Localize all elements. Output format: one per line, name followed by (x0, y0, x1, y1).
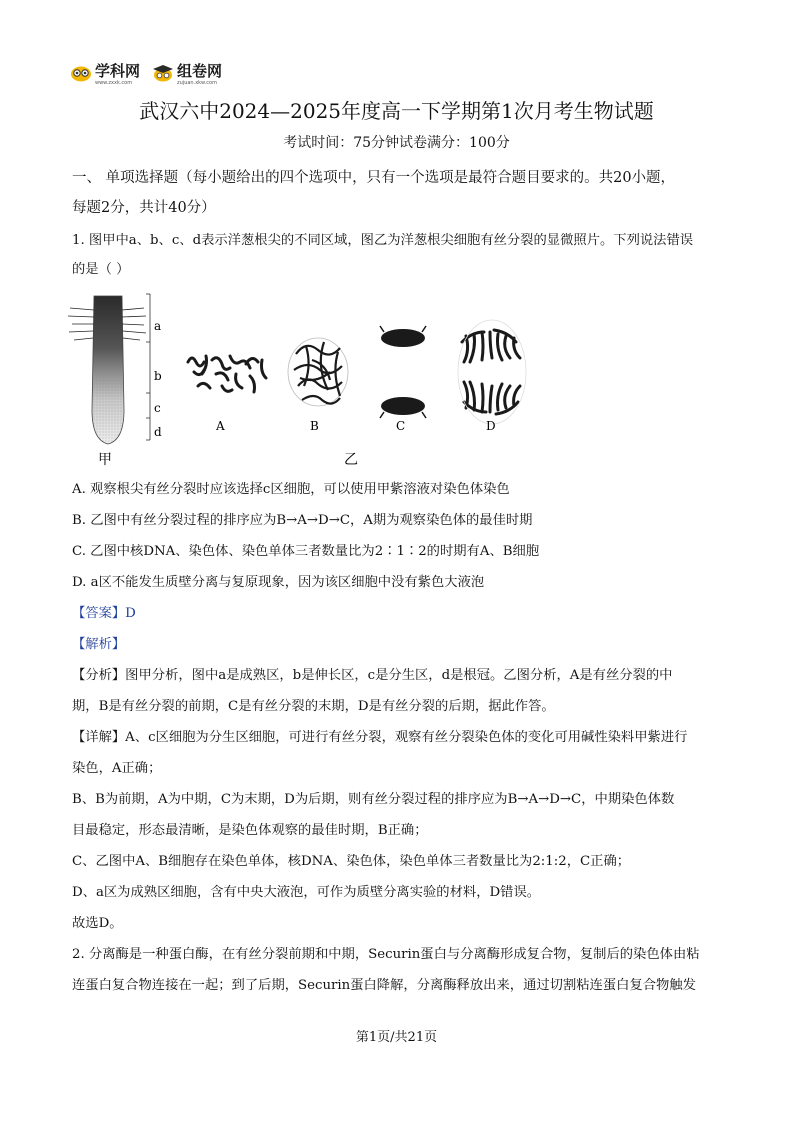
zone-label-a: a (154, 319, 162, 333)
q1-detail-c: C、乙图中A、B细胞存在染色单体，核DNA、染色体，染色单体三者数量比为2:1:2，C正确； (72, 854, 631, 869)
cell-label-A: A (216, 419, 225, 433)
cell-label-B: B (310, 419, 319, 433)
q1-analysis-cont: 期，B是有丝分裂的前期，C是有丝分裂的末期，D是有丝分裂的后期，据此作答。 (72, 699, 555, 714)
q1-answer: 【答案】D (72, 606, 136, 621)
q1-figure (66, 290, 546, 470)
q2-stem-cont: 连蛋白复合物连接在一起；到了后期，Securin蛋白降解，分离酶释放出来，通过切割粘连蛋白复合物触发 (72, 978, 696, 993)
q2-stem: 2. 分离酶是一种蛋白酶，在有丝分裂前期和中期，Securin蛋白与分离酶形成复合物，复制后的染色体由粘 (72, 947, 700, 962)
exam-info: 考试时间：75分钟试卷满分：100分 (283, 135, 510, 151)
q1-option-a: A. 观察根尖有丝分裂时应该选择c区细胞，可以使用甲紫溶液对染色体染色 (72, 482, 510, 497)
q1-conclusion: 故选D。 (72, 916, 123, 931)
section-heading: 一、 单项选择题（每小题给出的四个选项中，只有一个选项是最符合题目要求的。共20小题， (72, 170, 676, 186)
owl-icon (70, 64, 92, 82)
cell-c-telophase (381, 329, 425, 415)
cell-label-D: D (486, 419, 496, 433)
zone-label-d: d (154, 425, 162, 439)
zone-label-b: b (154, 369, 162, 383)
cell-d-anaphase (458, 320, 526, 424)
q1-option-c: C. 乙图中核DNA、染色体、染色单体三者数量比为2∶1∶2的时期有A、B细胞 (72, 544, 540, 559)
zujuanwang-logo (152, 61, 222, 86)
q1-option-b: B. 乙图中有丝分裂过程的排序应为B→A→D→C，A期为观察染色体的最佳时期 (72, 513, 533, 528)
cell-a-metaphase (188, 356, 266, 392)
figure-yi-label: 乙 (344, 452, 358, 468)
q1-stem: 1. 图甲中a、b、c、d表示洋葱根尖的不同区域，图乙为洋葱根尖细胞有丝分裂的显微照片。下列说法错误 (72, 233, 694, 248)
q1-detail-b-cont: 目最稳定，形态最清晰，是染色体观察的最佳时期，B正确； (72, 823, 428, 838)
page-title: 武汉六中2024—2025年度高一下学期第1次月考生物试题 (139, 99, 654, 123)
q1-jiexi-heading: 【解析】 (72, 637, 126, 652)
logo-name: 组卷网 (177, 61, 223, 80)
logo-url: zujuan.xkw.com (177, 79, 217, 86)
page-footer: 第1页/共21页 (355, 1030, 438, 1045)
q1-detail-cont: 染色，A正确； (72, 761, 162, 776)
q1-detail: 【详解】A、c区细胞为分生区细胞，可进行有丝分裂，观察有丝分裂染色体的变化可用碱性染料甲紫进行 (72, 730, 688, 745)
grad-cap-icon (152, 64, 174, 82)
cell-b-prophase (288, 338, 348, 406)
header-logos (70, 60, 222, 86)
q1-detail-b: B、B为前期，A为中期，C为末期，D为后期，则有丝分裂过程的排序应为B→A→D→C，中期染色体数 (72, 792, 675, 807)
q1-stem-cont: 的是（ ） (72, 262, 130, 277)
section-heading-cont: 每题2分，共计40分） (72, 200, 216, 216)
xuekewang-logo (70, 61, 140, 86)
q1-detail-d: D、a区为成熟区细胞，含有中央大液泡，可作为质壁分离实验的材料，D错误。 (72, 885, 541, 900)
q1-analysis: 【分析】图甲分析，图中a是成熟区，b是伸长区，c是分生区，d是根冠。乙图分析，A是有丝分裂的中 (72, 668, 673, 683)
zone-label-c: c (154, 401, 161, 415)
q1-option-d: D. a区不能发生质壁分离与复原现象，因为该区细胞中没有紫色大液泡 (72, 575, 485, 590)
cell-label-C: C (396, 419, 406, 433)
figure-jia-label: 甲 (98, 452, 112, 468)
logo-name: 学科网 (95, 61, 141, 80)
logo-url: www.zxxk.com (95, 79, 133, 86)
root-tip-diagram (68, 294, 150, 444)
